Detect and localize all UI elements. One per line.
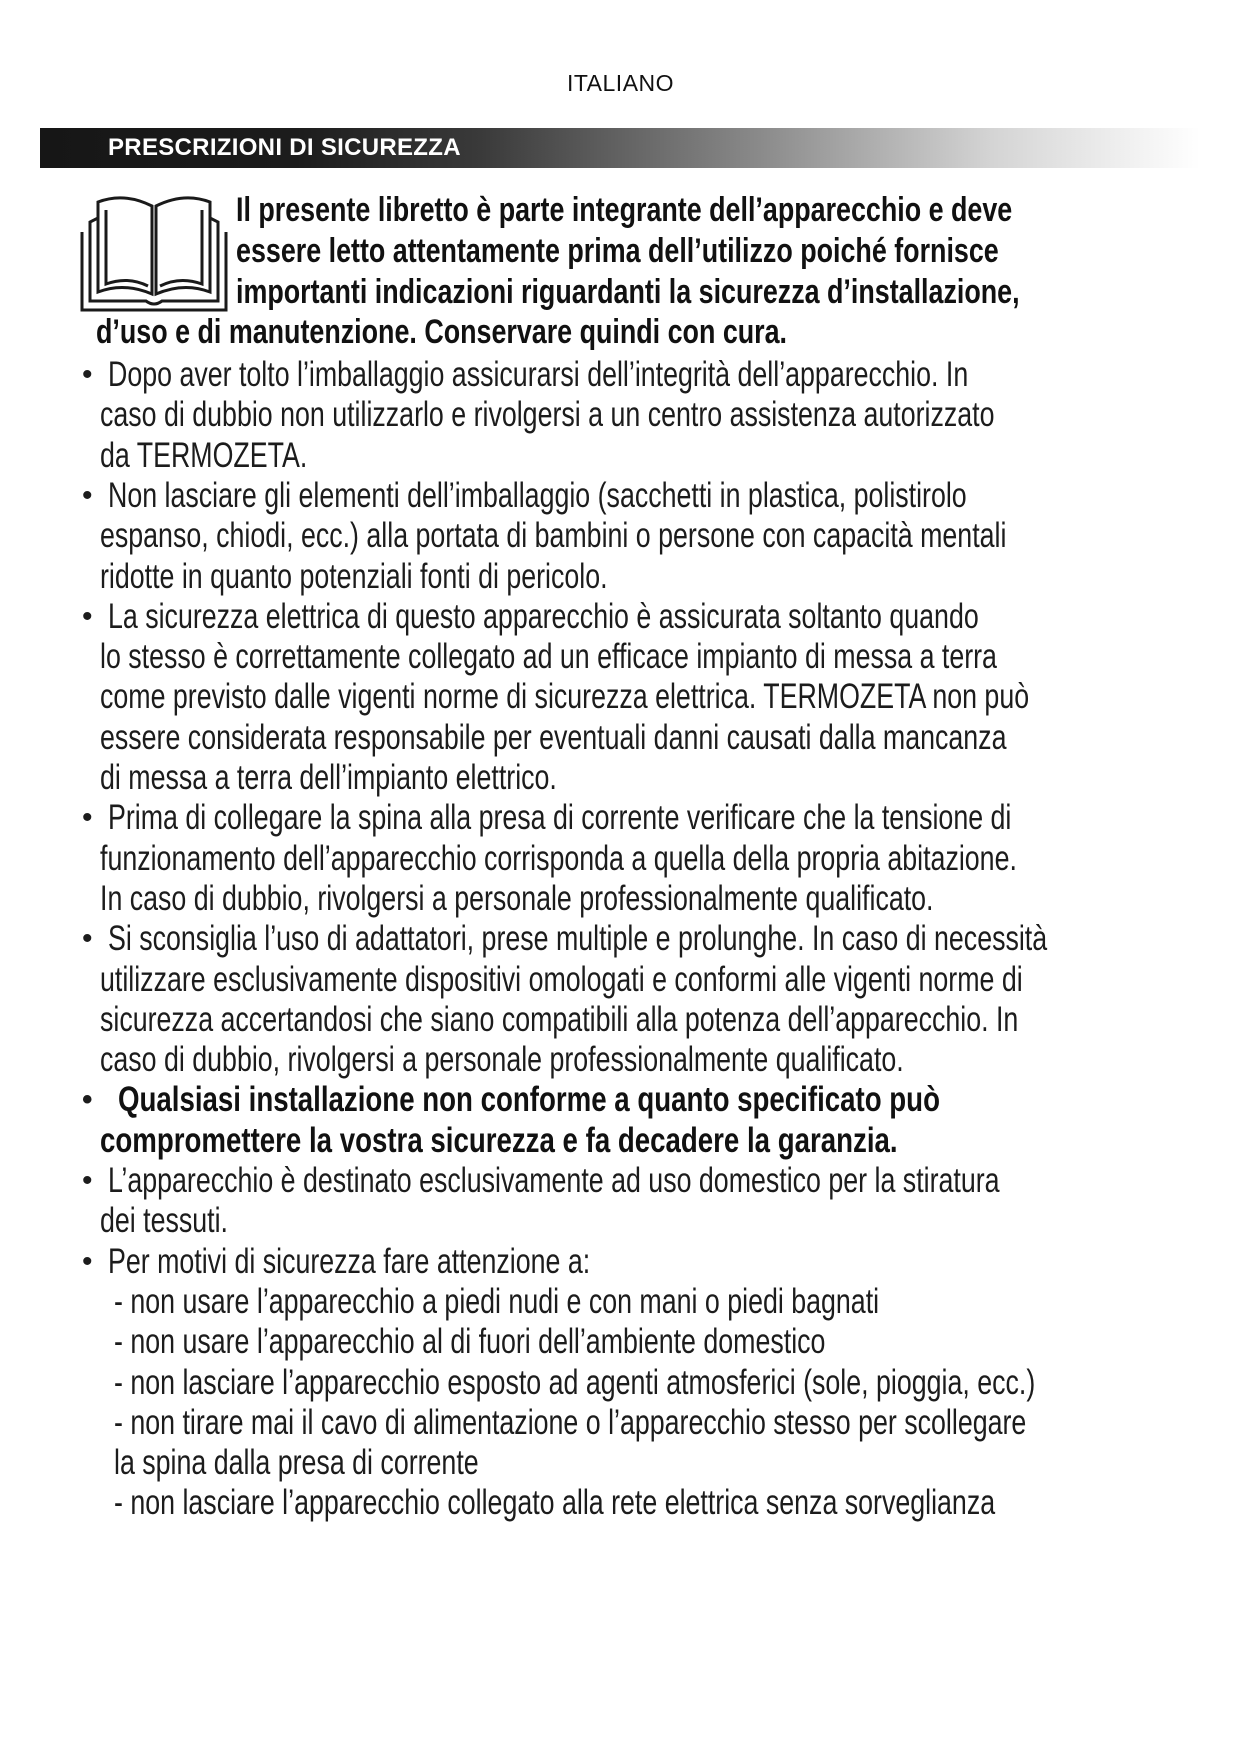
- list-item-line: Non lasciare gli elementi dell’imballaggio (sacchetti in plastica, polistirolo: [108, 475, 967, 515]
- warning-line: compromettere la vostra sicurezza e fa decadere la garanzia.: [100, 1120, 898, 1160]
- list-item-line: Prima di collegare la spina alla presa di corrente verificare che la tensione di: [108, 798, 1012, 838]
- bullet-marker: •: [82, 1244, 93, 1278]
- section-bar: [40, 128, 1200, 168]
- intro-line: d’uso e di manutenzione. Conservare quindi con cura.: [96, 313, 788, 351]
- intro-line: importanti indicazioni riguardanti la sicurezza d’installazione,: [236, 273, 1020, 311]
- warning-line: Qualsiasi installazione non conforme a quanto specificato può: [118, 1080, 940, 1120]
- open-book-icon: [80, 188, 228, 314]
- list-item-line: lo stesso è correttamente collegato ad un efficace impianto di messa a terra: [100, 637, 997, 677]
- bullet-marker: •: [82, 358, 93, 391]
- bullet-marker: •: [82, 922, 93, 956]
- bullet-marker: •: [82, 1164, 93, 1197]
- list-item-line: In caso di dubbio, rivolgersi a personale professionalmente qualificato.: [100, 878, 934, 918]
- list-item-line: come previsto dalle vigenti norme di sicurezza elettrica. TERMOZETA non può: [100, 677, 1030, 717]
- list-item-line: di messa a terra dell’impianto elettrico.: [100, 758, 557, 797]
- sub-list-item: - non lasciare l’apparecchio esposto ad agenti atmosferici (sole, pioggia, ecc.): [114, 1362, 1036, 1402]
- list-item-line: La sicurezza elettrica di questo apparecchio è assicurata soltanto quando: [108, 596, 979, 636]
- list-item-line: funzionamento dell’apparecchio corrisponda a quella della propria abitazione.: [100, 838, 1017, 878]
- list-item-line: sicurezza accertandosi che siano compatibili alla potenza dell’apparecchio. In: [100, 999, 1019, 1039]
- list-item-line: ridotte in quanto potenziali fonti di pericolo.: [100, 556, 608, 596]
- list-item-line: espanso, chiodi, ecc.) alla portata di bambini o persone con capacità mentali: [100, 516, 1007, 556]
- intro-line: essere letto attentamente prima dell’utilizzo poiché fornisce: [236, 232, 999, 270]
- sub-list-item: la spina dalla presa di corrente: [114, 1443, 479, 1483]
- sub-list-item: - non lasciare l’apparecchio collegato alla rete elettrica senza sorveglianza: [114, 1483, 996, 1523]
- list-item-line: caso di dubbio, rivolgersi a personale professionalmente qualificato.: [100, 1040, 904, 1080]
- list-item-line: Per motivi di sicurezza fare attenzione a:: [108, 1241, 591, 1281]
- sub-list-item: - non usare l’apparecchio al di fuori dell’ambiente domestico: [114, 1322, 826, 1362]
- bullet-marker: •: [82, 599, 93, 633]
- list-item-line: Dopo aver tolto l’imballaggio assicurarsi dell’integrità dell’apparecchio. In: [108, 355, 969, 394]
- intro-line: Il presente libretto è parte integrante dell’apparecchio e deve: [236, 191, 1013, 229]
- page-header: ITALIANO: [566, 70, 675, 96]
- list-item-line: dei tessuti.: [100, 1201, 228, 1241]
- list-item-line: essere considerata responsabile per eventuali danni causati dalla mancanza: [100, 717, 1007, 757]
- list-item-line: L’apparecchio è destinato esclusivamente ad uso domestico per la stiratura: [108, 1161, 1000, 1200]
- list-item-line: Si sconsiglia l’uso di adattatori, prese multiple e prolunghe. In caso di necessità: [108, 919, 1048, 959]
- list-item-line: da TERMOZETA.: [100, 435, 308, 475]
- bullet-marker: •: [82, 1083, 93, 1117]
- bullet-marker: •: [82, 801, 93, 835]
- list-item-line: utilizzare esclusivamente dispositivi omologati e conformi alle vigenti norme di: [100, 959, 1023, 999]
- section-title: PRESCRIZIONI DI SICUREZZA: [108, 134, 461, 161]
- bullet-marker: •: [82, 478, 93, 512]
- sub-list-item: - non tirare mai il cavo di alimentazione o l’apparecchio stesso per scollegare: [114, 1402, 1027, 1442]
- sub-list-item: - non usare l’apparecchio a piedi nudi e con mani o piedi bagnati: [114, 1281, 880, 1321]
- list-item-line: caso di dubbio non utilizzarlo e rivolgersi a un centro assistenza autorizzato: [100, 395, 995, 435]
